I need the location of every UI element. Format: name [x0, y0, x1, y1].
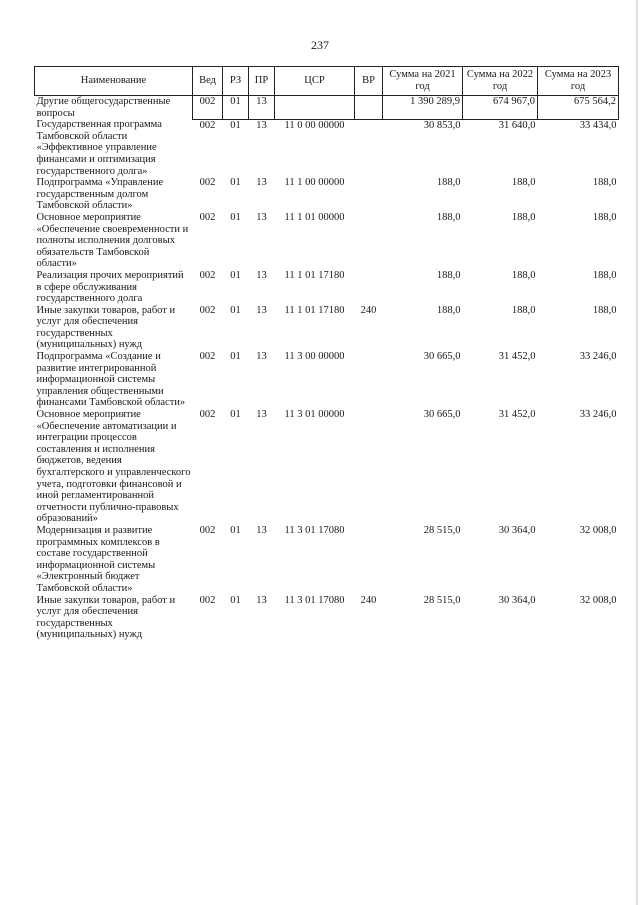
table-row	[35, 270, 619, 305]
row-pr: 13	[256, 351, 267, 363]
row-rz: 01	[230, 269, 241, 281]
row-rz: 01	[230, 594, 241, 606]
row-ved: 002	[199, 304, 216, 316]
row-name: Реализация прочих мероприятий в сфере обслуживания государственного долга	[36, 269, 184, 305]
header-sum-2021: Сумма на 2021 год	[383, 67, 463, 96]
row-csr: 11 1 01 00000	[284, 211, 345, 223]
row-pr: 13	[256, 304, 267, 316]
table-row	[35, 409, 619, 525]
row-csr: 11 1 01 17180	[284, 304, 345, 316]
row-sum-2022: 31 640,0	[498, 119, 536, 131]
row-csr: 11 1 00 00000	[284, 177, 345, 189]
row-sum-2023: 188,0	[592, 211, 617, 223]
row-rz: 01	[230, 304, 241, 316]
row-sum-2023: 33 246,0	[579, 351, 617, 363]
row-sum-2023: 32 008,0	[579, 524, 617, 536]
row-vr: 240	[360, 304, 377, 316]
row-name: Иные закупки товаров, работ и услуг для обеспечения государственных (муниципальных) нужд	[36, 594, 176, 641]
row-name: Основное мероприятие «Обеспечение автоматизации и интеграции процессов составления и исполнения бюджетов, ведения бухгалтерского и управленческого учета, подготовки финансовой и иной регламентированной отчетности публично-правовых образований»	[36, 409, 191, 525]
row-ved: 002	[193, 96, 223, 120]
row-vr	[355, 409, 383, 525]
row-name: Иные закупки товаров, работ и услуг для обеспечения государственных (муниципальных) нужд	[36, 304, 176, 351]
row-sum-2023: 188,0	[592, 304, 617, 316]
row-pr: 13	[256, 211, 267, 223]
row-pr: 13	[256, 594, 267, 606]
row-rz: 01	[230, 211, 241, 223]
row-sum-2021: 188,0	[436, 269, 461, 281]
row-ved: 002	[199, 524, 216, 536]
row-pr: 13	[256, 177, 267, 189]
row-rz: 01	[223, 96, 249, 120]
row-pr: 13	[256, 409, 267, 421]
row-csr	[275, 96, 355, 120]
row-sum-2022: 188,0	[511, 211, 536, 223]
row-ved: 002	[199, 211, 216, 223]
table-row	[35, 177, 619, 212]
row-sum-2022: 188,0	[511, 304, 536, 316]
table-row	[35, 351, 619, 409]
row-ved: 002	[199, 119, 216, 131]
row-vr: 240	[360, 594, 377, 606]
header-pr: ПР	[249, 67, 275, 96]
row-pr: 13	[256, 119, 267, 131]
row-pr: 13	[256, 269, 267, 281]
row-rz: 01	[230, 524, 241, 536]
row-ved: 002	[199, 177, 216, 189]
row-name: Подпрограмма «Создание и развитие интегрированной информационной системы управления общественными финансами Тамбовской области»	[36, 351, 186, 409]
row-sum-2022: 31 452,0	[498, 409, 536, 421]
header-ved: Вед	[193, 67, 223, 96]
row-pr: 13	[249, 96, 275, 120]
row-sum-2022: 30 364,0	[498, 524, 536, 536]
header-sum-2023: Сумма на 2023 год	[538, 67, 619, 96]
table-row	[35, 525, 619, 595]
header-rz: РЗ	[223, 67, 249, 96]
table-header	[35, 67, 619, 96]
row-sum-2021: 28 515,0	[423, 594, 461, 606]
row-sum-2021: 30 665,0	[423, 351, 461, 363]
row-sum-2023: 33 434,0	[579, 119, 617, 131]
row-rz: 01	[230, 409, 241, 421]
row-name: Другие общегосударственные вопросы	[36, 96, 171, 119]
header-vr: ВР	[355, 67, 383, 96]
row-sum-2021: 1 390 289,9	[383, 96, 463, 120]
row-rz: 01	[230, 351, 241, 363]
row-csr: 11 0 00 00000	[284, 119, 345, 131]
row-sum-2023: 32 008,0	[579, 594, 617, 606]
row-vr	[355, 119, 383, 177]
row-sum-2022: 188,0	[511, 177, 536, 189]
row-sum-2023: 675 564,2	[538, 96, 619, 120]
row-sum-2023: 33 246,0	[579, 409, 617, 421]
scan-edge	[636, 0, 638, 905]
row-sum-2021: 30 665,0	[423, 409, 461, 421]
row-sum-2021: 188,0	[436, 211, 461, 223]
table-body	[35, 96, 619, 641]
row-ved: 002	[199, 269, 216, 281]
row-sum-2022: 30 364,0	[498, 594, 536, 606]
row-sum-2022: 674 967,0	[463, 96, 538, 120]
table-row	[35, 595, 619, 641]
row-name: Государственная программа Тамбовской области «Эффективное управление финансами и оптимизация государственного долга»	[36, 119, 162, 177]
row-vr	[355, 212, 383, 270]
row-ved: 002	[199, 351, 216, 363]
row-rz: 01	[230, 177, 241, 189]
header-csr: ЦСР	[275, 67, 355, 96]
page-number: 237	[311, 38, 329, 52]
row-vr	[355, 351, 383, 409]
row-sum-2022: 31 452,0	[498, 351, 536, 363]
row-sum-2022: 188,0	[511, 269, 536, 281]
row-name: Подпрограмма «Управление государственным долгом Тамбовской области»	[36, 177, 164, 212]
row-rz: 01	[230, 119, 241, 131]
row-sum-2021: 188,0	[436, 177, 461, 189]
header-name: Наименование	[35, 67, 193, 96]
row-csr: 11 3 01 17080	[284, 524, 345, 536]
row-sum-2021: 28 515,0	[423, 524, 461, 536]
row-vr	[355, 177, 383, 212]
row-name: Модернизация и развитие программных комплексов в составе государственной информационной системы «Электронный бюджет Тамбовской области»	[36, 524, 160, 594]
row-vr	[355, 525, 383, 595]
row-sum-2023: 188,0	[592, 177, 617, 189]
row-name: Основное мероприятие «Обеспечение своевременности и полноты исполнения долговых обязательств Тамбовской области»	[36, 211, 189, 270]
row-sum-2023: 188,0	[592, 269, 617, 281]
table-row	[35, 96, 619, 120]
budget-table	[34, 66, 619, 641]
row-ved: 002	[199, 409, 216, 421]
row-vr	[355, 96, 383, 120]
row-csr: 11 3 01 00000	[284, 409, 345, 421]
row-ved: 002	[199, 594, 216, 606]
row-csr: 11 3 01 17080	[284, 594, 345, 606]
header-sum-2022: Сумма на 2022 год	[463, 67, 538, 96]
row-sum-2021: 30 853,0	[423, 119, 461, 131]
row-csr: 11 3 00 00000	[284, 351, 345, 363]
row-vr	[355, 270, 383, 305]
table-row	[35, 119, 619, 177]
row-csr: 11 1 01 17180	[284, 269, 345, 281]
row-sum-2021: 188,0	[436, 304, 461, 316]
row-pr: 13	[256, 524, 267, 536]
table-row	[35, 212, 619, 270]
table-row	[35, 305, 619, 351]
